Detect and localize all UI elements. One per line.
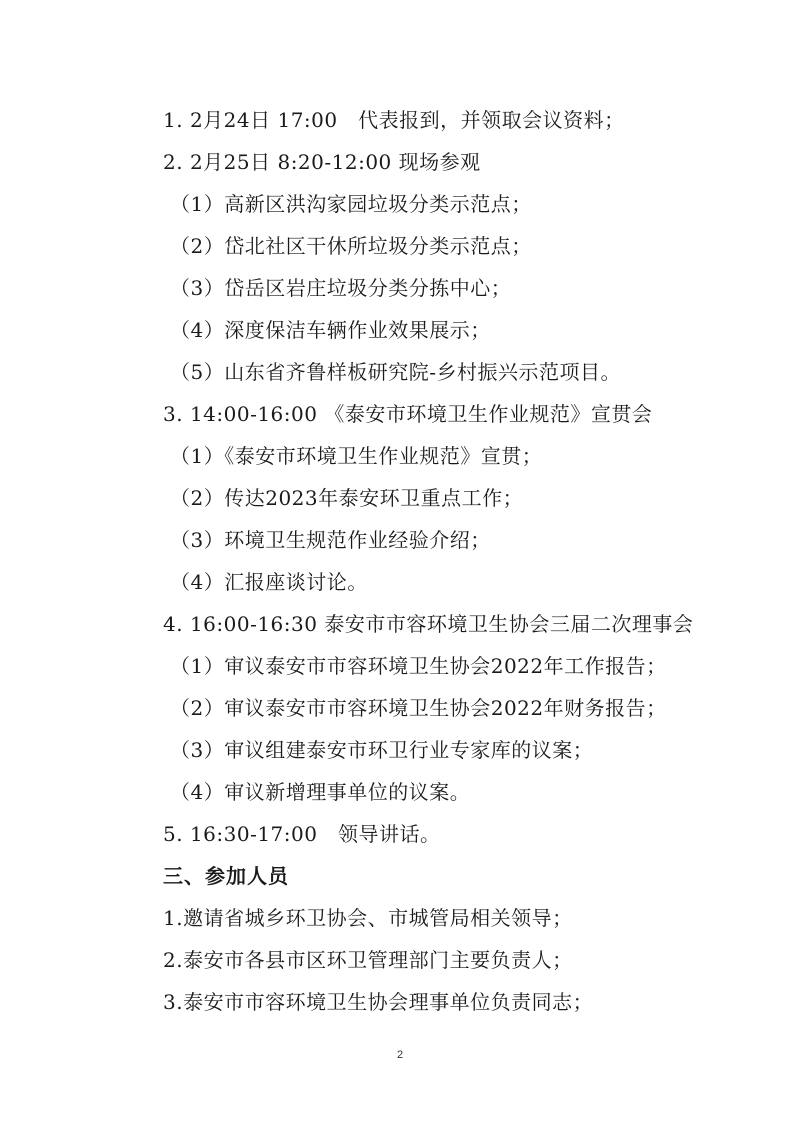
- schedule-item-2-sub-1: （1）高新区洪沟家园垃圾分类示范点；: [170, 192, 532, 216]
- schedule-item-2-sub-4: （4）深度保洁车辆作业效果展示；: [170, 318, 491, 342]
- attendees-item-2: 2.泰安市各县市区环卫管理部门主要负责人；: [163, 948, 573, 972]
- attendees-heading: 三、参加人员: [163, 864, 289, 888]
- schedule-item-5: 5. 16:30-17:00 领导讲话。: [163, 822, 441, 846]
- schedule-item-4-sub-2: （2）审议泰安市市容环境卫生协会2022年财务报告；: [170, 696, 667, 720]
- schedule-item-2-sub-2: （2）岱北社区干休所垃圾分类示范点；: [170, 234, 532, 258]
- schedule-item-2: 2. 2月25日 8:20-12:00 现场参观: [163, 150, 481, 174]
- schedule-item-3-sub-1: （1）《泰安市环境卫生作业规范》宣贯；: [170, 444, 543, 468]
- attendees-item-3: 3.泰安市市容环境卫生协会理事单位负责同志；: [163, 990, 594, 1014]
- schedule-item-3-sub-4: （4）汇报座谈讨论。: [170, 570, 368, 594]
- schedule-item-4-sub-1: （1）审议泰安市市容环境卫生协会2022年工作报告；: [170, 654, 667, 678]
- schedule-item-4: 4. 16:00-16:30 泰安市市容环境卫生协会三届二次理事会: [163, 612, 694, 636]
- schedule-item-3-sub-2: （2）传达2023年泰安环卫重点工作；: [170, 486, 524, 510]
- attendees-item-1: 1.邀请省城乡环卫协会、市城管局相关领导；: [163, 906, 573, 930]
- schedule-item-3-sub-3: （3）环境卫生规范作业经验介绍；: [170, 528, 491, 552]
- schedule-item-2-sub-3: （3）岱岳区岩庄垃圾分类分拣中心；: [170, 276, 512, 300]
- schedule-item-1: 1. 2月24日 17:00 代表报到，并领取会议资料；: [163, 108, 625, 132]
- page-number: 2: [396, 1049, 404, 1061]
- schedule-item-4-sub-4: （4）审议新增理事单位的议案。: [170, 780, 471, 804]
- schedule-item-4-sub-3: （3）审议组建泰安市环卫行业专家库的议案；: [170, 738, 594, 762]
- schedule-item-3: 3. 14:00-16:00 《泰安市环境卫生作业规范》宣贯会: [163, 402, 653, 426]
- schedule-item-2-sub-5: （5）山东省齐鲁样板研究院-乡村振兴示范项目。: [170, 360, 621, 384]
